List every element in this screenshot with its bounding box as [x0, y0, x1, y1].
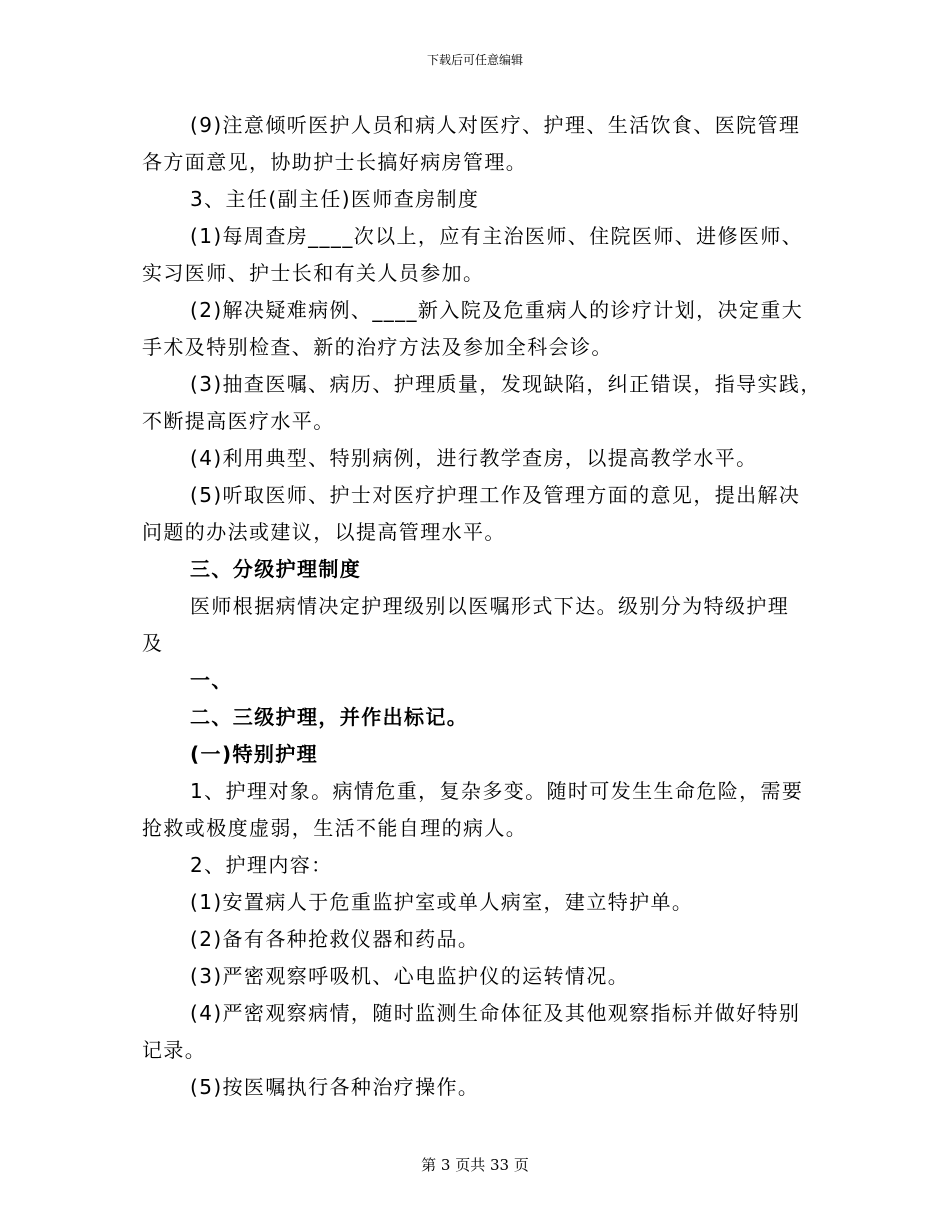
paragraph-line: (4)严密观察病情，随时监测生命体征及其他观察指标并做好特别 — [190, 1001, 801, 1025]
subsection-heading: (一)特别护理 — [190, 742, 319, 766]
paragraph-line: 不断提高医疗水平。 — [142, 409, 335, 433]
paragraph-line: (5)听取医师、护士对医疗护理工作及管理方面的意见，提出解决 — [190, 483, 801, 507]
section-heading: 3、主任(副主任)医师查房制度 — [190, 187, 480, 211]
paragraph-line: (3)抽查医嘱、病历、护理质量，发现缺陷，纠正错误，指导实践， — [190, 372, 822, 396]
paragraph-line: 手术及特别检查、新的治疗方法及参加全科会诊。 — [142, 335, 613, 359]
paragraph-line: (1)每周查房____次以上，应有主治医师、住院医师、进修医师、 — [190, 224, 804, 248]
paragraph-line: (4)利用典型、特别病例，进行教学查房，以提高教学水平。 — [190, 446, 758, 470]
paragraph-line: (2)解决疑难病例、____新入院及危重病人的诊疗计划，决定重大 — [190, 298, 804, 322]
paragraph-line: (3)严密观察呼吸机、心电监护仪的运转情况。 — [190, 964, 630, 988]
paragraph-line: 抢救或极度虚弱，生活不能自理的病人。 — [142, 816, 528, 840]
section-heading: 一、 — [190, 668, 233, 692]
paragraph-line: 医师根据病情决定护理级别以医嘱形式下达。级别分为特级护理 — [190, 594, 790, 618]
paragraph-line: 及 — [142, 631, 164, 655]
paragraph-line: 问题的办法或建议，以提高管理水平。 — [142, 520, 506, 544]
document-body — [142, 107, 822, 1106]
page-header: 下载后可任意编辑 — [426, 53, 523, 67]
paragraph-line: (1)安置病人于危重监护室或单人病室，建立特护单。 — [190, 890, 694, 914]
section-heading: 二、三级护理，并作出标记。 — [190, 705, 469, 729]
paragraph-line: 实习医师、护士长和有关人员参加。 — [142, 261, 485, 285]
paragraph-line: (2)备有各种抢救仪器和药品。 — [190, 927, 480, 951]
section-heading: 三、分级护理制度 — [190, 557, 362, 581]
paragraph-line: 2、护理内容： — [190, 853, 333, 877]
paragraph-line: 各方面意见，协助护士长搞好病房管理。 — [142, 150, 528, 174]
paragraph-line: 1、护理对象。病情危重，复杂多变。随时可发生生命危险，需要 — [190, 779, 804, 803]
paragraph-line: 记录。 — [142, 1038, 207, 1062]
paragraph-line: (5)按医嘱执行各种治疗操作。 — [190, 1075, 480, 1099]
page-footer: 第 3 页共 33 页 — [421, 1156, 529, 1174]
paragraph-line: (9)注意倾听医护人员和病人对医疗、护理、生活饮食、医院管理 — [190, 113, 801, 137]
